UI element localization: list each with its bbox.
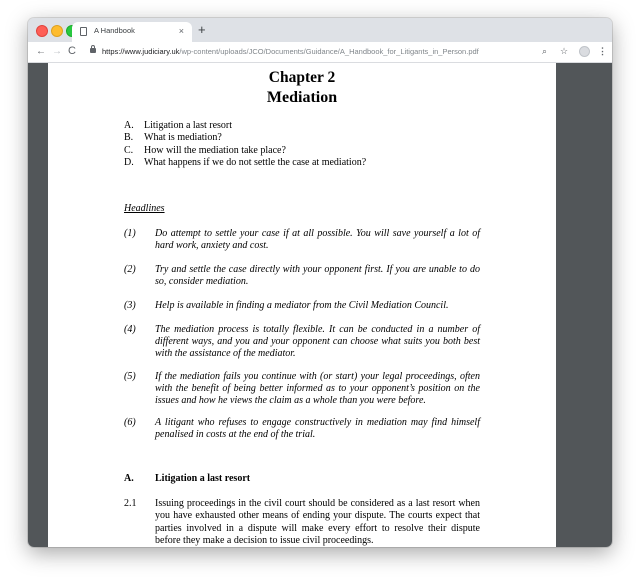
browser-tab[interactable] (72, 22, 192, 42)
profile-avatar[interactable] (579, 46, 590, 57)
headline-number: (6) (124, 417, 136, 428)
headline-number: (5) (124, 371, 136, 382)
browser-toolbar (28, 42, 612, 63)
title-bar (28, 18, 612, 42)
new-tab-button[interactable]: + (198, 22, 206, 37)
back-button[interactable]: ← (36, 46, 46, 57)
headline-number: (3) (124, 300, 136, 311)
close-window-button[interactable] (36, 25, 48, 37)
headline-text: Help is available in finding a mediator from the Civil Mediation Council. (155, 300, 449, 311)
chapter-number: Chapter 2 (268, 69, 336, 86)
contents-text: How will the mediation take place? (144, 144, 286, 156)
headlines-heading: Headlines (124, 203, 165, 214)
lock-icon (90, 48, 96, 53)
headline-text: If the mediation fails you continue with (or start) your legal proceedings, often with the benefit of being better informed as to your opponent’s position on the issues and how he views the claim as a whole than you were before. (155, 371, 480, 406)
contents-text: What happens if we do not settle the case at mediation? (144, 157, 367, 169)
chapter-contents (124, 120, 366, 170)
headline-number: (2) (124, 264, 136, 275)
minimize-window-button[interactable] (51, 25, 63, 37)
contents-text: Litigation a last resort (144, 120, 233, 131)
section-heading (124, 473, 250, 484)
contents-item (124, 157, 366, 169)
pdf-viewer[interactable] (28, 63, 612, 547)
url-text[interactable] (102, 46, 479, 57)
contents-item (124, 132, 366, 144)
address-bar[interactable] (86, 44, 554, 59)
pdf-page (48, 63, 556, 547)
paragraph-text: Issuing proceedings in the civil court should be considered as a last resort when you have exhausted other means of ending your dispute. The courts expect that parties involved in a dispute will make every effort to resolve their dispute before they make a decision to issue civil proceedings. (155, 498, 480, 546)
headline-text: The mediation process is totally flexible. It can be conducted in a number of different ways, and you and your opponent can choose what suits you both best with the assistance of the mediator. (155, 324, 480, 359)
headline-text: A litigant who refuses to engage constructively in mediation may find himself penalised in costs at the end of the trial. (155, 417, 480, 440)
headline-number: (4) (124, 324, 136, 335)
url-path: /wp-content/uploads/JCO/Documents/Guidance/A_Handbook_for_Litigants_in_Person.pdf (179, 47, 479, 56)
headline-text: Try and settle the case directly with your opponent first. If you are unable to do so, consider mediation. (155, 264, 480, 287)
headline-text: Do attempt to settle your case if at all possible. You will save yourself a lot of hard work, anxiety and cost. (155, 228, 480, 251)
contents-text: What is mediation? (144, 132, 222, 144)
pdf-content (48, 63, 556, 547)
document-icon (80, 27, 87, 36)
contents-item (124, 145, 366, 157)
chapter-title: Mediation (266, 89, 338, 106)
contents-letter: A. (124, 120, 134, 131)
url-host: https://www.judiciary.uk (102, 47, 180, 56)
headline-number: (1) (124, 228, 136, 239)
reload-button[interactable]: C (68, 45, 76, 57)
contents-letter: C. (124, 144, 134, 156)
zoom-icon[interactable]: ⌕ (542, 46, 548, 56)
contents-letter: B. (124, 132, 134, 144)
contents-letter: D. (124, 157, 134, 169)
contents-item (124, 120, 366, 132)
tab-title: A Handbook (94, 26, 135, 35)
section-letter: A. (124, 473, 134, 484)
forward-button[interactable]: → (52, 46, 62, 57)
bookmark-star-icon[interactable]: ☆ (560, 46, 569, 56)
menu-icon[interactable]: ⋮ (598, 46, 607, 56)
paragraph-number: 2.1 (124, 498, 137, 509)
section-title: Litigation a last resort (155, 473, 251, 484)
browser-window (28, 18, 612, 547)
tab-close-icon[interactable]: × (178, 26, 184, 36)
